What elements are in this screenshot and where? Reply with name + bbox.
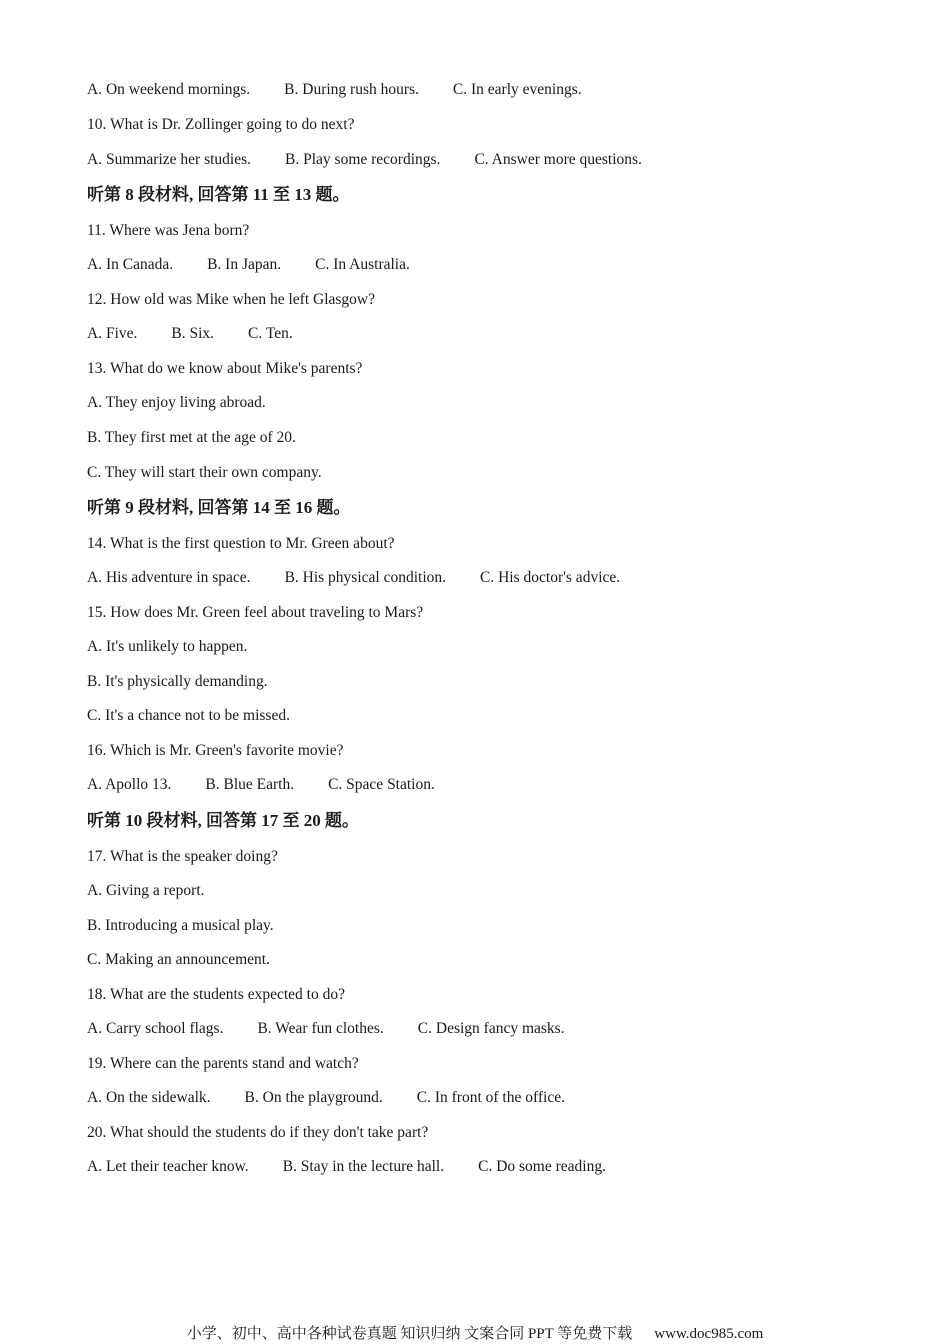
question-text: 10. What is Dr. Zollinger going to do next? <box>87 116 355 133</box>
option-text: C. In front of the office. <box>416 1089 565 1106</box>
footer-text: 小学、初中、高中各种试卷真题 知识归纳 文案合同 PPT 等免费下载 <box>186 1326 633 1342</box>
option-text: A. His adventure in space. <box>87 569 251 586</box>
option-text: B. Wear fun clothes. <box>257 1020 384 1037</box>
section-heading: 听第 8 段材料, 回答第 11 至 13 题。 <box>87 185 350 204</box>
option-text: A. In Canada. <box>87 256 174 273</box>
option-text: C. They will start their own company. <box>87 464 322 481</box>
question-text: 18. What are the students expected to do? <box>87 986 345 1003</box>
question-text: 20. What should the students do if they don't take part? <box>87 1124 429 1141</box>
section-heading: 听第 9 段材料, 回答第 14 至 16 题。 <box>87 498 351 517</box>
options-row <box>87 80 582 100</box>
option-text: C. Design fancy masks. <box>417 1020 565 1037</box>
options-row <box>87 1088 565 1108</box>
options-row <box>87 568 620 588</box>
option-text: C. In early evenings. <box>452 81 582 98</box>
option-text: C. Space Station. <box>328 776 435 793</box>
option-text: B. Play some recordings. <box>285 151 441 168</box>
option-text: A. Carry school flags. <box>87 1020 224 1037</box>
option-text: C. It's a chance not to be missed. <box>87 707 290 724</box>
option-text: A. Let their teacher know. <box>87 1158 249 1175</box>
question-text: 17. What is the speaker doing? <box>87 848 278 865</box>
options-row <box>87 1019 565 1039</box>
question-text: 19. Where can the parents stand and watch? <box>87 1055 359 1072</box>
options-row <box>87 150 642 170</box>
options-row <box>87 775 435 795</box>
option-text: A. Summarize her studies. <box>87 151 252 168</box>
option-text: B. It's physically demanding. <box>87 673 268 690</box>
option-text: C. Ten. <box>248 325 293 342</box>
option-text: A. On the sidewalk. <box>87 1089 211 1106</box>
footer-site-link[interactable]: www.doc985.com <box>654 1326 764 1342</box>
question-text: 13. What do we know about Mike's parents? <box>87 360 363 377</box>
option-text: A. Giving a report. <box>87 882 205 899</box>
question-text: 12. How old was Mike when he left Glasgow? <box>87 291 375 308</box>
option-text: C. In Australia. <box>315 256 410 273</box>
options-row <box>87 255 410 275</box>
option-text: A. Apollo 13. <box>87 776 172 793</box>
option-text: B. Introducing a musical play. <box>87 917 274 934</box>
section-heading: 听第 10 段材料, 回答第 17 至 20 题。 <box>87 811 359 830</box>
option-text: C. His doctor's advice. <box>480 569 621 586</box>
option-text: C. Do some reading. <box>478 1158 606 1175</box>
option-text: B. They first met at the age of 20. <box>87 429 296 446</box>
page-footer <box>0 1324 950 1344</box>
options-row <box>87 324 293 344</box>
option-text: B. On the playground. <box>244 1089 383 1106</box>
option-text: B. In Japan. <box>207 256 282 273</box>
option-text: C. Making an announcement. <box>87 951 270 968</box>
options-row <box>87 1157 606 1177</box>
option-text: B. His physical condition. <box>284 569 447 586</box>
option-text: B. During rush hours. <box>284 81 419 98</box>
question-text: 16. Which is Mr. Green's favorite movie? <box>87 742 344 759</box>
option-text: B. Six. <box>171 325 215 342</box>
option-text: B. Blue Earth. <box>205 776 295 793</box>
option-text: A. Five. <box>87 325 138 342</box>
option-text: A. It's unlikely to happen. <box>87 638 248 655</box>
question-text: 15. How does Mr. Green feel about traveling to Mars? <box>87 604 424 621</box>
question-text: 11. Where was Jena born? <box>87 222 250 239</box>
option-text: C. Answer more questions. <box>474 151 642 168</box>
question-text: 14. What is the first question to Mr. Green about? <box>87 535 395 552</box>
option-text: A. On weekend mornings. <box>87 81 251 98</box>
option-text: B. Stay in the lecture hall. <box>282 1158 445 1175</box>
option-text: A. They enjoy living abroad. <box>87 394 266 411</box>
